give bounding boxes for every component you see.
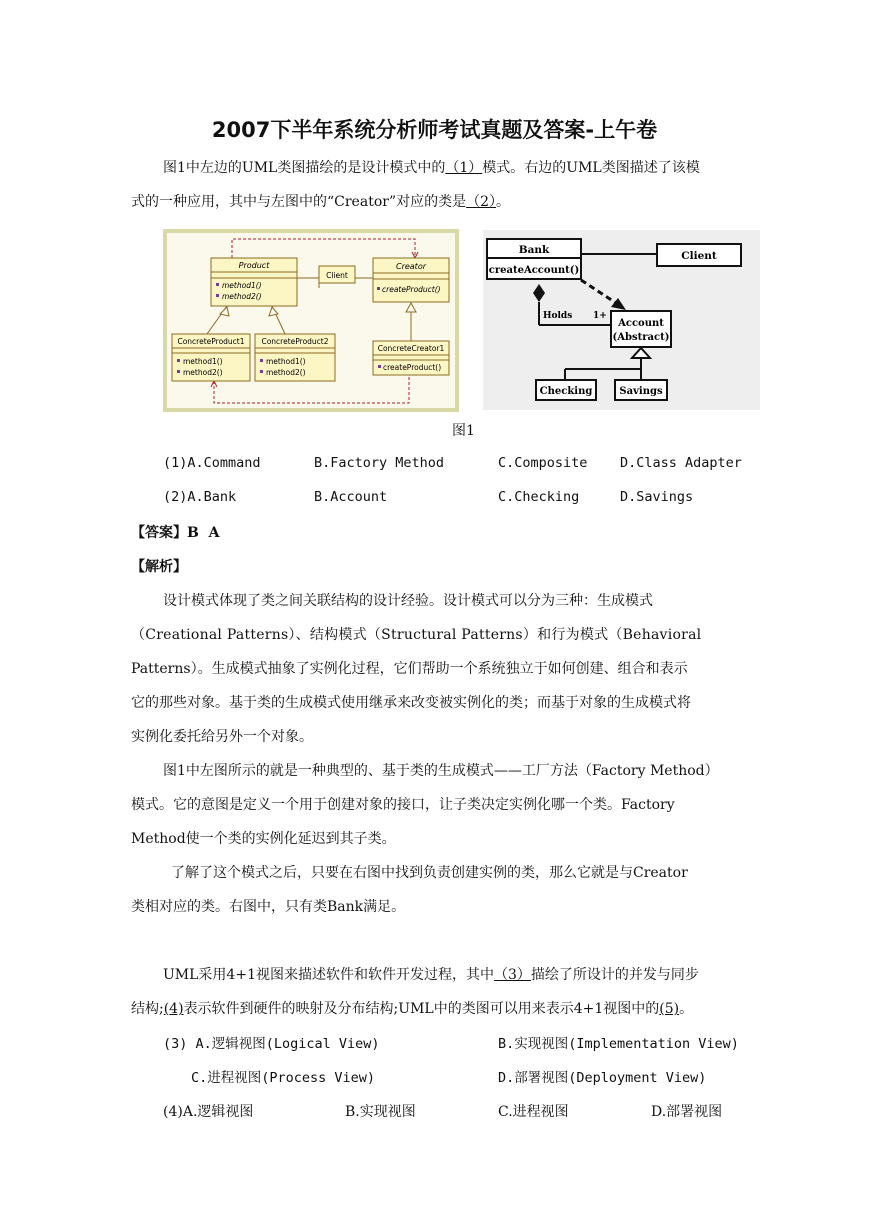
multiplicity-label: 1+ [593,311,607,321]
concrete-creator-1-class [373,341,449,375]
factory-method-diagram [163,229,459,412]
concrete-product-1-class [172,334,250,381]
creator-class [373,258,449,302]
bank-account-diagram [483,230,760,410]
q3-text-b: 描绘了所设计的并发与同步 [530,967,699,983]
q3-text-c: 结构; [131,1001,164,1017]
creator-name: Creator [395,262,427,271]
q1-text-c: 式的一种应用，其中与左图中的“Creator”对应的类是 [131,194,467,210]
q1-text-d: 。 [496,194,511,210]
option-2a: (2)A.Bank [163,489,237,505]
holds-label: Holds [543,311,573,321]
q1-text-b: 模式。右边的UML类图描述了该模 [482,160,700,176]
option-4d: D.部署视图 [651,1104,723,1120]
blank-4: (4) [163,1001,184,1017]
cp1-name: ConcreteProduct1 [177,337,245,346]
q1-text-a: 图1中左边的UML类图描绘的是设计模式中的 [163,160,446,176]
client-class [319,266,355,288]
cp1-method-1: method1() [183,357,223,366]
analysis-line: Method使一个类的实例化延迟到其子类。 [131,831,396,847]
cp2-method-1: method1() [266,357,306,366]
page-title: 2007下半年系统分析师考试真题及答案-上午卷 [211,118,658,142]
creator-method: createProduct() [382,285,441,294]
concrete-product-2-class [255,334,335,381]
product-class [211,258,297,306]
analysis-line: 了解了这个模式之后，只要在右图中找到负责创建实例的类，那么它就是与Creator [171,865,688,881]
option-2c: C.Checking [498,489,580,505]
q3-text-e: 。 [679,1001,694,1017]
blank-2: （2） [466,194,497,210]
question-1-line-1 [163,158,700,178]
option-4b: B.实现视图 [345,1104,416,1120]
option-1c: C.Composite [498,455,588,471]
q3-text-d: 表示软件到硬件的映射及分布结构;UML中的类图可以用来表示4+1视图中的 [183,1001,660,1017]
product-name: Product [238,261,270,270]
analysis-line: 图1中左图所示的就是一种典型的、基于类的生成模式——工厂方法（Factory Method） [163,763,719,779]
cc1-method: createProduct() [383,363,442,372]
analysis-label: 【解析】 [131,559,187,575]
analysis-line: 设计模式体现了类之间关联结构的设计经验。设计模式可以分为三种：生成模式 [163,593,653,609]
question-3-line-1 [163,965,699,985]
option-1d: D.Class Adapter [620,455,742,471]
answer [131,523,219,543]
account-class-name: Account [618,318,664,329]
blank-3: （3） [493,967,531,983]
option-1b: B.Factory Method [314,455,445,471]
q3-text-a: UML采用4+1视图来描述软件和软件开发过程，其中 [163,967,494,983]
figure-caption: 图1 [452,423,475,439]
blank-1: （1） [445,160,483,176]
question-1-line-2 [131,192,510,212]
analysis-line: Patterns）。生成模式抽象了实例化过程，它们帮助一个系统独立于如何创建、组合和表示 [131,661,688,677]
option-3d: D.部署视图(Deployment View) [498,1070,707,1086]
analysis-line: 它的那些对象。基于类的生成模式使用继承来改变被实例化的类；而基于对象的生成模式将 [131,695,691,711]
cp2-method-2: method2() [266,368,306,377]
factory-method-canvas [167,233,455,408]
account-abstract-label: (Abstract) [612,332,670,343]
cc1-name: ConcreteCreator1 [377,344,445,353]
option-4a: (4)A.逻辑视图 [163,1104,254,1120]
client-name: Client [326,271,348,280]
analysis-line: （Creational Patterns）、结构模式（Structural Patterns）和行为模式（Behavioral [131,627,702,643]
cp1-method-2: method2() [183,368,223,377]
option-3a: (3) A.逻辑视图(Logical View) [163,1036,380,1052]
product-method-2: method2() [222,292,262,301]
option-2b: B.Account [314,489,388,505]
option-1a: (1)A.Command [163,455,261,471]
blank-5: (5) [659,1001,680,1017]
option-3b: B.实现视图(Implementation View) [498,1036,739,1052]
question-3-line-2 [131,999,693,1019]
option-2d: D.Savings [620,489,694,505]
option-4c: C.进程视图 [498,1104,569,1120]
analysis-line: 模式。它的意图是定义一个用于创建对象的接口，让子类决定实例化哪一个类。Factory [131,797,675,813]
analysis-line: 类相对应的类。右图中，只有类Bank满足。 [131,899,406,915]
option-3c: C.进程视图(Process View) [191,1070,376,1086]
bank-class-name: Bank [518,244,550,256]
cp2-name: ConcreteProduct2 [261,337,329,346]
checking-class-name: Checking [539,386,593,397]
bank-method: createAccount() [488,265,580,276]
answer-value: B A [187,525,220,541]
product-method-1: method1() [222,281,262,290]
analysis-line: 实例化委托给另外一个对象。 [131,729,313,745]
savings-class-name: Savings [619,386,663,397]
bank-client-name: Client [681,250,717,262]
answer-label: 【答案】 [131,525,187,541]
